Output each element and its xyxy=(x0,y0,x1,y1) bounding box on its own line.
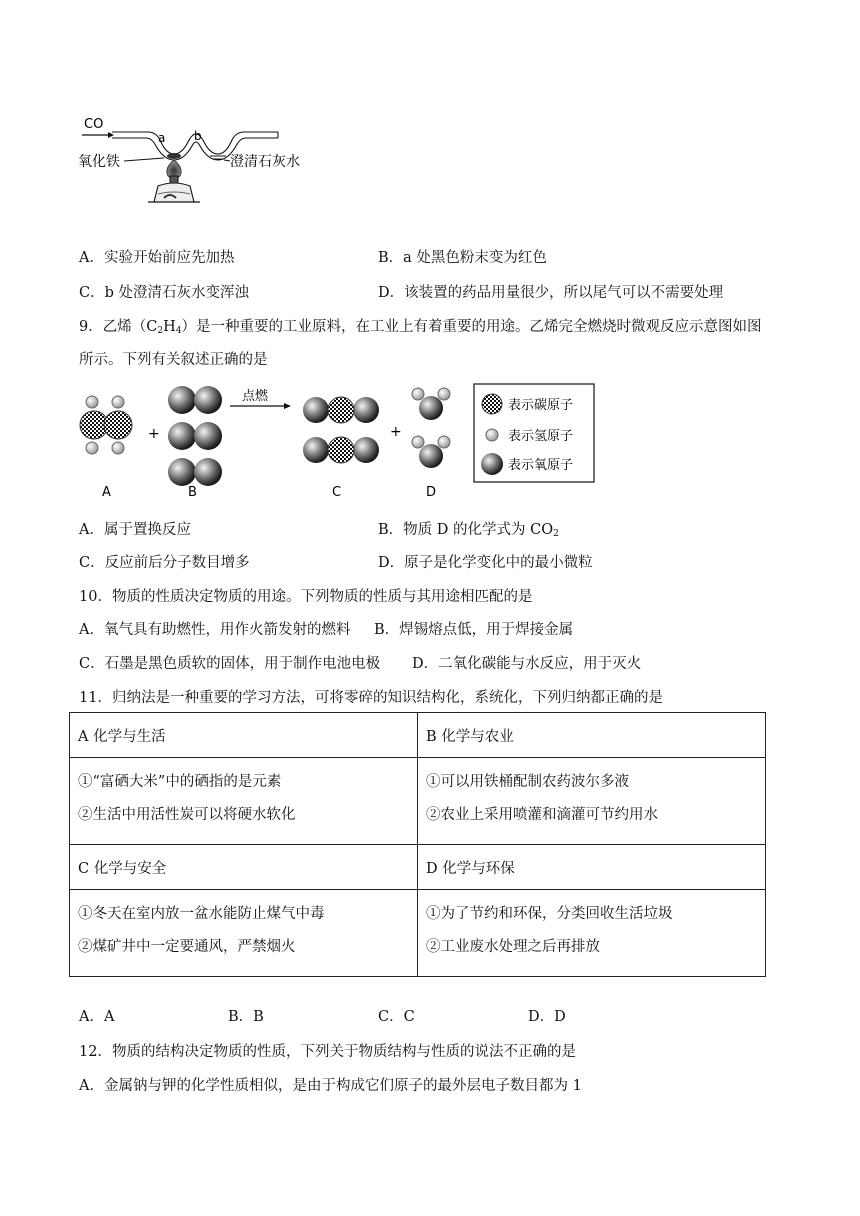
cell-c-body: ①冬天在室内放一盆水能防止煤气中毒 ②煤矿井中一定要通风，严禁烟火 xyxy=(70,890,418,977)
q11-option-d: D．D xyxy=(528,1009,566,1025)
q9-option-c: C．反应前后分子数目增多 xyxy=(79,555,250,571)
cell-d-head: D 化学与环保 xyxy=(418,845,766,890)
q9-option-a: A．属于置换反应 xyxy=(79,522,191,538)
q8-option-a: A．实验开始前应先加热 xyxy=(79,250,235,266)
q9-option-d: D．原子是化学变化中的最小微粒 xyxy=(378,555,593,571)
q8-option-c: C．b 处澄清石灰水变浑浊 xyxy=(79,285,249,301)
molecule-d-water xyxy=(412,388,450,468)
q11-option-a: A．A xyxy=(79,1009,115,1025)
cell-b-body: ①可以用铁桶配制农药波尔多液 ②农业上采用喷灌和滴灌可节约用水 xyxy=(418,758,766,845)
q11-option-b: B．B xyxy=(228,1009,264,1025)
molecule-a-ethylene xyxy=(80,396,132,454)
atom-legend xyxy=(474,384,594,482)
point-a-label: a xyxy=(158,131,166,145)
q10-option-a: A．氧气具有助燃性，用作火箭发射的燃料 xyxy=(79,622,351,638)
cell-a-body: ①“富硒大米”中的硒指的是元素 ②生活中用活性炭可以将硬水软化 xyxy=(70,758,418,845)
q10-option-c: C．石墨是黑色质软的固体，用于制作电池电极 xyxy=(79,656,381,672)
q11-option-c: C．C xyxy=(378,1009,415,1025)
q12-stem: 12．物质的结构决定物质的性质，下列关于物质结构与性质的说法不正确的是 xyxy=(79,1044,576,1060)
label-b: B xyxy=(188,485,197,500)
limewater-label: 澄清石灰水 xyxy=(230,154,300,170)
plus-sign-1: + xyxy=(148,426,160,442)
q8-option-d: D．该装置的药品用量很少，所以尾气可以不需要处理 xyxy=(378,285,724,301)
reaction-condition: 点燃 xyxy=(242,389,269,404)
cell-d-body: ①为了节约和环保，分类回收生活垃圾 ②工业废水处理之后再排放 xyxy=(418,890,766,977)
legend-carbon: 表示碳原子 xyxy=(508,398,574,413)
molecule-b-oxygen xyxy=(168,386,222,486)
label-a: A xyxy=(102,485,111,500)
co-label: CO xyxy=(84,117,104,132)
legend-oxygen: 表示氧原子 xyxy=(508,458,574,473)
q8-option-b: B．a 处黑色粉末变为红色 xyxy=(378,250,547,266)
cell-b-head: B 化学与农业 xyxy=(418,713,766,758)
q10-stem: 10．物质的性质决定物质的用途。下列物质的性质与其用途相匹配的是 xyxy=(79,589,533,605)
plus-sign-2: + xyxy=(390,424,402,440)
ethylene-combustion-diagram xyxy=(74,380,604,502)
q10-option-b: B．焊锡熔点低，用于焊接金属 xyxy=(374,622,574,638)
label-c: C xyxy=(332,485,342,500)
q9-option-b: B．物质 D 的化学式为 $CO_2$ xyxy=(378,522,559,539)
flame-icon xyxy=(167,160,181,178)
co-reduction-apparatus-figure xyxy=(78,110,318,206)
label-d: D xyxy=(426,485,437,500)
molecule-c-carbon-dioxide xyxy=(303,397,379,463)
q11-summary-table xyxy=(69,712,766,977)
q11-stem: 11．归纳法是一种重要的学习方法，可将零碎的知识结构化，系统化，下列归纳都正确的是 xyxy=(79,690,663,706)
cell-a-head: A 化学与生活 xyxy=(70,713,418,758)
legend-hydrogen: 表示氢原子 xyxy=(508,429,574,444)
q10-option-d: D．二氧化碳能与水反应，用于灭火 xyxy=(412,656,642,672)
q9-stem-line2: 所示。下列有关叙述正确的是 xyxy=(79,352,268,368)
iron-oxide-label: 氧化铁 xyxy=(78,154,120,170)
q9-stem-line1: 9．乙烯$(C_2H_4)$是一种重要的工业原料，在工业上有着重要的用途。乙烯完全燃烧时微观反应示意图如图 xyxy=(79,319,762,336)
q12-option-a: A．金属钠与钾的化学性质相似，是由于构成它们原子的最外层电子数目都为 1 xyxy=(79,1078,582,1094)
cell-c-head: C 化学与安全 xyxy=(70,845,418,890)
point-b-label: b xyxy=(194,129,202,143)
